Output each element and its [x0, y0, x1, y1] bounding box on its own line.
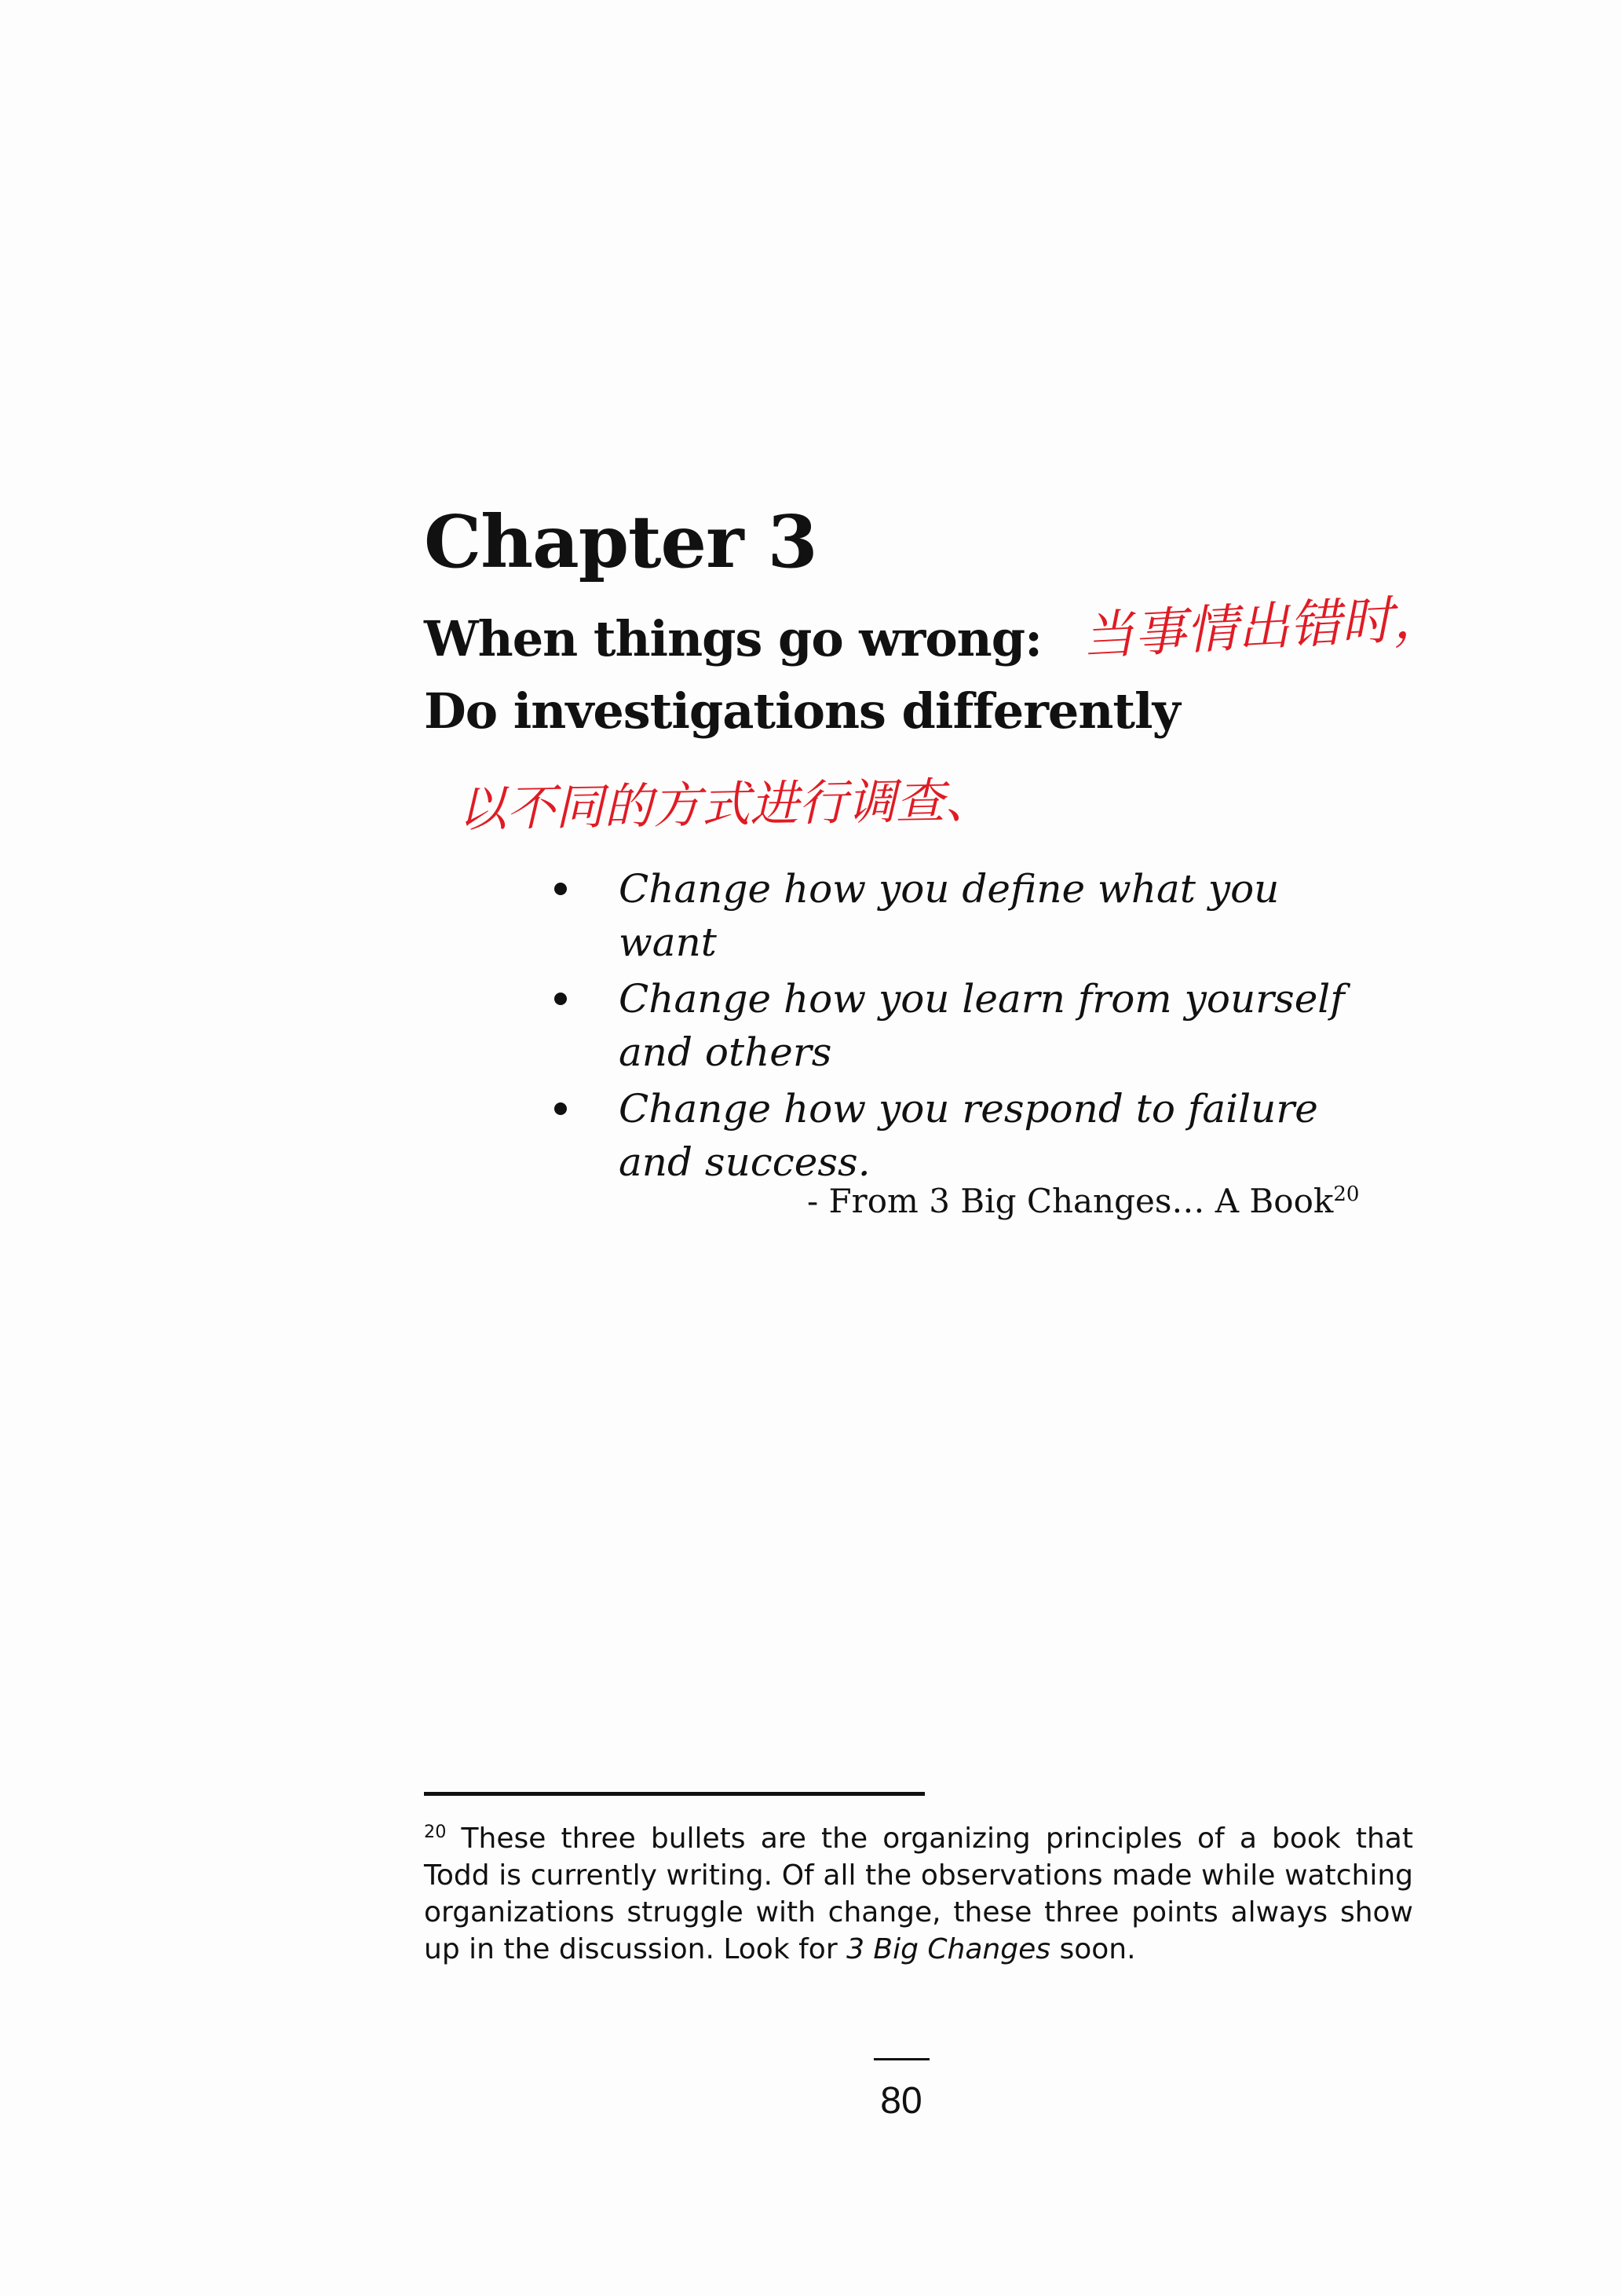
list-item-text: Change how you respond to failure and success.	[619, 1086, 1318, 1185]
quote-attribution	[807, 1182, 1359, 1220]
footnote-divider	[424, 1792, 925, 1796]
footnote-reference[interactable]: 20	[1333, 1183, 1360, 1206]
footnote	[424, 1820, 1413, 1968]
list-item	[550, 1082, 1382, 1189]
chapter-subtitle-line-2: Do investigations differently	[424, 682, 1180, 740]
chapter-subtitle-line-1: When things go wrong:	[424, 610, 1042, 667]
footnote-text-end: soon.	[1050, 1933, 1136, 1965]
handwritten-annotation-2: 以不同的方式进行调查、	[457, 771, 994, 838]
footnote-number: 20	[424, 1822, 447, 1842]
chapter-title: Chapter 3	[424, 499, 817, 584]
page-number: 80	[880, 2080, 922, 2122]
bullet-icon	[554, 883, 567, 895]
handwritten-annotation-1: 当事情出错时，	[1080, 587, 1447, 667]
principles-list	[550, 862, 1382, 1192]
list-item	[550, 862, 1382, 969]
footnote-book-title: 3 Big Changes	[846, 1933, 1051, 1965]
page-number-divider	[874, 2058, 930, 2060]
bullet-icon	[554, 993, 567, 1005]
bullet-icon	[554, 1102, 567, 1115]
footnote-text: These three bullets are the organizing principles of a book that Todd is currently writing. Of all the observations made while watching organizations struggle with change, these three points always show up in the discussion. Look for	[424, 1823, 1413, 1965]
list-item-text: Change how you learn from yourself and others	[619, 976, 1345, 1075]
attribution-text: - From 3 Big Changes… A Book	[807, 1182, 1334, 1220]
list-item-text: Change how you define what you want	[619, 866, 1280, 965]
list-item	[550, 972, 1382, 1079]
